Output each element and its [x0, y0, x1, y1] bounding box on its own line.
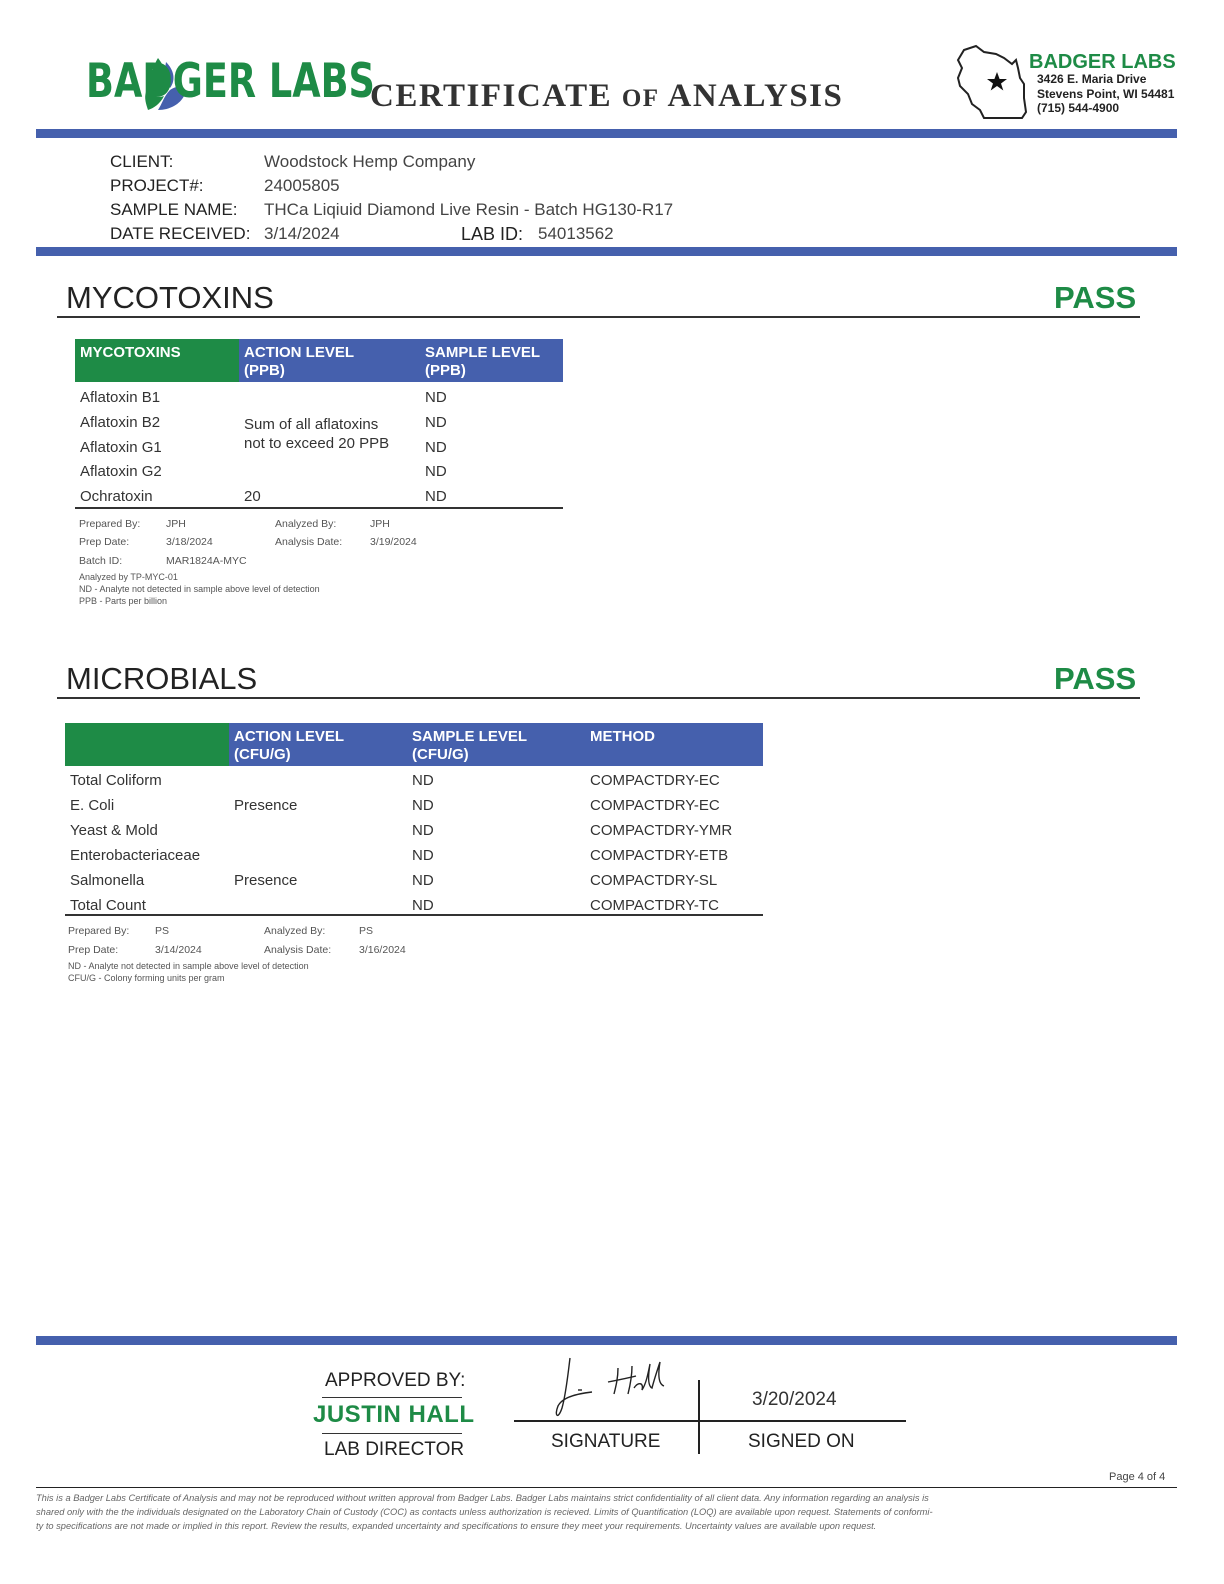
microbials-result: PASS: [1054, 661, 1137, 696]
myco-row-sample: ND: [425, 439, 447, 456]
myco-analysis-date: 3/19/2024: [370, 536, 417, 548]
myco-row-sample: ND: [425, 414, 447, 431]
document-title: CERTIFICATE OF ANALYSIS: [370, 78, 844, 114]
microbials-section-title: MICROBIALS: [66, 661, 258, 696]
micro-analysis-date-label: Analysis Date:: [264, 944, 332, 956]
micro-prepared-by-label: Prepared By:: [68, 925, 130, 937]
micro-table-rule: [65, 914, 763, 916]
signed-on-label: SIGNED ON: [748, 1431, 855, 1452]
micro-row-sample: ND: [412, 822, 434, 839]
myco-row-sample: ND: [425, 463, 447, 480]
signed-date: 3/20/2024: [752, 1389, 837, 1410]
myco-header-analyte: MYCOTOXINS: [75, 339, 239, 382]
micro-header-method: METHOD: [585, 723, 763, 766]
micro-row-name: Enterobacteriaceae: [70, 847, 201, 864]
address-company-name: BADGER LABS: [1029, 51, 1176, 73]
approval-rule: [322, 1397, 462, 1398]
micro-row-method: COMPACTDRY-SL: [590, 872, 718, 889]
microbials-section-rule: [57, 697, 1140, 699]
address-city: Stevens Point, WI 54481: [1037, 87, 1175, 101]
signature-divider: [698, 1380, 700, 1454]
myco-prepared-by: JPH: [166, 518, 186, 530]
myco-footnote: PPB - Parts per billion: [79, 596, 168, 606]
micro-row-action: Presence: [234, 797, 298, 814]
footer-divider: [36, 1336, 1177, 1345]
myco-batch-label: Batch ID:: [79, 555, 123, 567]
micro-prep-date: 3/14/2024: [155, 944, 202, 956]
micro-prepared-by: PS: [155, 925, 170, 937]
micro-header-sample: SAMPLE LEVEL (CFU/G): [407, 723, 585, 766]
aflatoxin-limit-note: not to exceed 20 PPB: [244, 435, 390, 452]
client-divider: [36, 247, 1177, 256]
disclaimer-text: This is a Badger Labs Certificate of Analysis and may not be reproduced without written approval from Badger Labs. Badger Labs maintains strict confidentiality of all client data. Any information regarding an analysis is: [36, 1493, 929, 1503]
micro-row-sample: ND: [412, 772, 434, 789]
lab-id-label: LAB ID:: [461, 224, 524, 244]
signature-image: [548, 1354, 678, 1424]
myco-row-name: Aflatoxin G2: [80, 463, 162, 480]
sample-name-value: THCa Liqiuid Diamond Live Resin - Batch HG130-R17: [264, 200, 674, 219]
header-divider: [36, 129, 1177, 138]
page-number: Page 4 of 4: [1109, 1471, 1166, 1483]
myco-batch-id: MAR1824A-MYC: [166, 555, 247, 567]
myco-row-sample: ND: [425, 488, 447, 505]
micro-analyzed-by-label: Analyzed By:: [264, 925, 326, 937]
micro-row-name: Total Count: [70, 897, 146, 914]
address-phone: (715) 544-4900: [1037, 101, 1120, 115]
micro-row-method: COMPACTDRY-TC: [590, 897, 719, 914]
micro-analyzed-by: PS: [359, 925, 374, 937]
micro-row-action: Presence: [234, 872, 298, 889]
myco-row-name: Aflatoxin G1: [80, 439, 162, 456]
myco-prepared-by-label: Prepared By:: [79, 518, 141, 530]
mycotoxins-result: PASS: [1054, 280, 1137, 315]
micro-row-sample: ND: [412, 872, 434, 889]
myco-analyzed-by-label: Analyzed By:: [275, 518, 337, 530]
myco-footnote: Analyzed by TP-MYC-01: [79, 572, 178, 582]
micro-row-sample: ND: [412, 797, 434, 814]
mycotoxins-section-rule: [57, 316, 1140, 318]
wisconsin-map-icon: [954, 42, 1030, 122]
micro-header-action: ACTION LEVEL (CFU/G): [229, 723, 407, 766]
micro-footnote: CFU/G - Colony forming units per gram: [68, 973, 225, 983]
approver-title: LAB DIRECTOR: [324, 1439, 465, 1460]
client-label: CLIENT:: [110, 152, 174, 171]
myco-footnote: ND - Analyte not detected in sample above level of detection: [79, 584, 320, 594]
project-value: 24005805: [264, 176, 340, 195]
myco-row-name: Ochratoxin: [80, 488, 153, 505]
lab-id-value: 54013562: [538, 224, 614, 243]
micro-row-sample: ND: [412, 897, 434, 914]
sample-name-label: SAMPLE NAME:: [110, 200, 238, 219]
micro-prep-date-label: Prep Date:: [68, 944, 119, 956]
approved-by-label: APPROVED BY:: [325, 1370, 466, 1391]
logo-wordmark: BADGER LABS: [86, 54, 375, 109]
micro-row-name: Total Coliform: [70, 772, 162, 789]
client-value: Woodstock Hemp Company: [264, 152, 476, 171]
myco-row-name: Aflatoxin B1: [80, 389, 161, 406]
micro-row-name: Salmonella: [70, 872, 145, 889]
project-label: PROJECT#:: [110, 176, 204, 195]
myco-row-sample: ND: [425, 389, 447, 406]
signature-label: SIGNATURE: [551, 1431, 661, 1452]
micro-row-name: E. Coli: [70, 797, 115, 814]
signature-line: [514, 1420, 906, 1422]
address-street: 3426 E. Maria Drive: [1037, 72, 1147, 86]
myco-analysis-date-label: Analysis Date:: [275, 536, 343, 548]
myco-table-rule: [75, 507, 563, 509]
myco-prep-date-label: Prep Date:: [79, 536, 130, 548]
aflatoxin-limit-note: Sum of all aflatoxins: [244, 416, 379, 433]
micro-row-method: COMPACTDRY-EC: [590, 772, 720, 789]
date-received-value: 3/14/2024: [264, 224, 340, 243]
micro-row-method: COMPACTDRY-ETB: [590, 847, 729, 864]
micro-row-method: COMPACTDRY-YMR: [590, 822, 733, 839]
mycotoxins-section-title: MYCOTOXINS: [66, 280, 274, 315]
micro-analysis-date: 3/16/2024: [359, 944, 406, 956]
approval-rule: [322, 1433, 462, 1434]
micro-footnote: ND - Analyte not detected in sample above level of detection: [68, 961, 309, 971]
disclaimer-rule: [36, 1487, 1177, 1488]
micro-row-method: COMPACTDRY-EC: [590, 797, 720, 814]
date-received-label: DATE RECEIVED:: [110, 224, 251, 243]
disclaimer-text: ty to specifications are not made or implied in this report. Review the results, expanded uncertainty and specifications to ensure they meet your requirements. Uncertainty values are available upon request.: [36, 1521, 877, 1531]
approver-name: JUSTIN HALL: [313, 1401, 475, 1428]
micro-header-analyte: [65, 723, 229, 766]
myco-analyzed-by: JPH: [370, 518, 390, 530]
myco-header-sample: SAMPLE LEVEL (PPB): [420, 339, 563, 382]
myco-row-action: 20: [244, 488, 261, 505]
myco-header-action: ACTION LEVEL (PPB): [239, 339, 420, 382]
disclaimer-text: shared only with the the individuals designated on the Laboratory Chain of Custody (COC) as contacts unless authorization is recieved. Limits of Quantification (LOQ) are available upon request. Statements of conformi-: [36, 1507, 933, 1517]
micro-row-name: Yeast & Mold: [70, 822, 158, 839]
micro-row-sample: ND: [412, 847, 434, 864]
myco-prep-date: 3/18/2024: [166, 536, 213, 548]
myco-row-name: Aflatoxin B2: [80, 414, 161, 431]
